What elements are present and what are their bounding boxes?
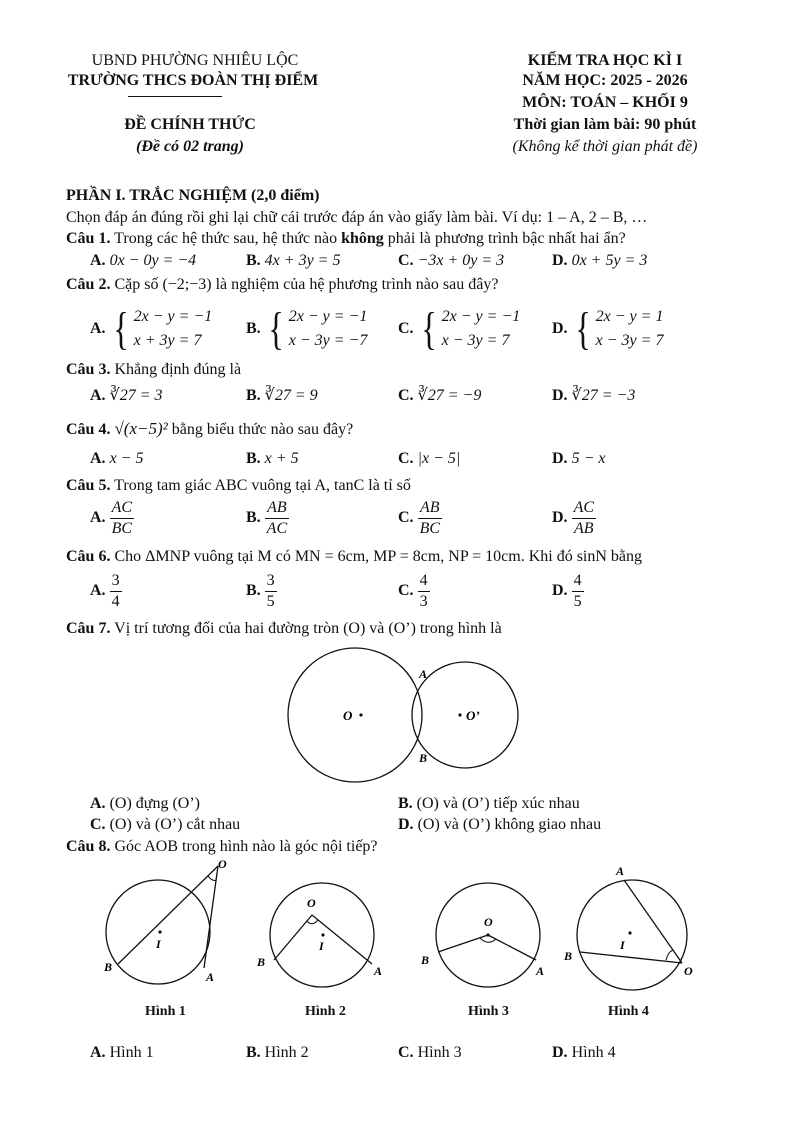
fig3-center-dot: [486, 933, 489, 936]
q1-option-d: D. 0x + 5y = 3: [552, 252, 648, 269]
fig3-label-b: B: [421, 953, 430, 967]
question-2: [66, 276, 498, 294]
school-name: TRƯỜNG THCS ĐOÀN THỊ ĐIỂM: [67, 72, 319, 89]
q4-option-b: B. x + 5: [246, 450, 299, 467]
figure-2: [252, 880, 392, 995]
fig3-label-o: O: [484, 915, 493, 929]
q2-option-d: D. { 2x − y = 1 x − 3y = 7: [552, 303, 664, 354]
label-o: O: [343, 708, 353, 723]
q7-option-c: C. (O) và (O’) cắt nhau: [90, 816, 241, 833]
fig4-angle-mark: [666, 950, 673, 960]
fig3-label-a: A: [536, 964, 545, 978]
part1-title: PHẦN I. TRẮC NGHIỆM (2,0 điểm): [66, 187, 320, 204]
fig4-circle: [577, 880, 687, 990]
q5-text: Trong tam giác ABC vuông tại A, tanC là tỉ số: [110, 477, 411, 494]
q1-option-a: A. 0x − 0y = −4: [90, 252, 197, 269]
fig2-ob: [274, 915, 312, 960]
label-o-prime: O’: [466, 708, 480, 723]
school-authority: UBND PHƯỜNG NHIÊU LỘC: [91, 52, 299, 69]
header-underline: [128, 96, 222, 97]
center-o-prime-dot: [458, 713, 461, 716]
question-8: [66, 838, 378, 856]
fig3-ob: [438, 935, 488, 952]
part1-instruction: Chọn đáp án đúng rồi ghi lại chữ cái trước đáp án vào giấy làm bài. Ví dụ: 1 – A, 2 – B, …: [66, 209, 648, 226]
q6-option-a: A. $\frac{3}{4}$: [90, 572, 120, 610]
label-a: A: [419, 667, 428, 681]
q3-option-c: C. ∛27 = −9: [398, 387, 482, 404]
q2-option-a: A. { 2x − y = −1 x + 3y = 7: [90, 303, 213, 354]
q8-option-a: A. Hình 1: [90, 1044, 154, 1061]
q8-option-c: C. Hình 3: [398, 1044, 462, 1061]
q1-option-c: C. −3x + 0y = 3: [398, 252, 505, 269]
fig4-oa: [624, 880, 682, 963]
question-5: [66, 477, 411, 495]
q5-option-b: B. $\frac{AB}{AC}$: [246, 499, 288, 537]
q2-label: Câu 2.: [66, 276, 111, 293]
fig4-caption: Hình 4: [608, 1004, 649, 1019]
q7-option-d: D. (O) và (O’) không giao nhau: [398, 816, 602, 833]
q7-figure: [280, 640, 530, 790]
q2-option-b: B. { 2x − y = −1 x − 3y = −7: [246, 303, 368, 354]
fig3-caption: Hình 3: [468, 1004, 509, 1019]
center-o-dot: [359, 713, 362, 716]
q1-emph: không: [341, 230, 384, 247]
q7-text: Vị trí tương đối của hai đường tròn (O) và (O’) trong hình là: [110, 620, 502, 637]
school-year: NĂM HỌC: 2025 - 2026: [522, 72, 688, 89]
question-3: [66, 361, 241, 379]
q7-label: Câu 7.: [66, 620, 111, 637]
q7-option-b: B. (O) và (O’) tiếp xúc nhau: [398, 795, 580, 812]
q6-option-d: D. $\frac{4}{5}$: [552, 572, 582, 610]
q3-option-d: D. ∛27 = −3: [552, 387, 636, 404]
question-7: [66, 620, 502, 638]
circle-o-prime: [412, 662, 518, 768]
q2-text: Cặp số (−2;−3) là nghiệm của hệ phương trình nào sau đây?: [110, 276, 499, 293]
q6-option-b: B. $\frac{3}{5}$: [246, 572, 275, 610]
q1-text: Trong các hệ thức sau, hệ thức nào: [110, 230, 342, 247]
fig1-angle-mark: [208, 876, 216, 881]
q8-label: Câu 8.: [66, 838, 111, 855]
fig2-angle-mark: [307, 920, 318, 924]
q1-option-b: B. 4x + 3y = 5: [246, 252, 341, 269]
fig1-label-a: A: [206, 970, 215, 984]
q3-option-a: A. ∛27 = 3: [90, 387, 163, 404]
question-4: [66, 419, 353, 439]
fig4-center-dot: [628, 931, 631, 934]
page-count: (Đề có 02 trang): [136, 138, 244, 155]
fig2-label-b: B: [257, 955, 266, 969]
circle-o: [288, 648, 422, 782]
figure-1: [96, 856, 236, 991]
q5-option-a: A. $\frac{AC}{BC}$: [90, 499, 133, 537]
subject: MÔN: TOÁN – KHỐI 9: [522, 94, 688, 111]
fig3-oa: [488, 935, 536, 960]
fig4-label-o: O: [684, 964, 693, 978]
fig1-label-b: B: [104, 960, 113, 974]
fig4-label-i: I: [620, 938, 625, 952]
fig4-label-a: A: [616, 864, 625, 878]
fig4-label-b: B: [564, 949, 573, 963]
fig2-label-a: A: [374, 964, 383, 978]
q8-option-b: B. Hình 2: [246, 1044, 309, 1061]
q1-label: Câu 1.: [66, 230, 111, 247]
fig2-label-i: I: [319, 939, 324, 953]
fig1-circle: [106, 880, 210, 984]
question-1: [66, 230, 626, 248]
fig1-label-o: O: [218, 857, 227, 871]
figure-3: [418, 880, 558, 995]
figure-4: [560, 860, 710, 995]
fig1-caption: Hình 1: [145, 1004, 186, 1019]
question-6: [66, 548, 642, 566]
q3-text: Khẳng định đúng là: [110, 361, 242, 378]
q3-option-b: B. ∛27 = 9: [246, 387, 318, 404]
fig2-label-o: O: [307, 896, 316, 910]
q4-expression: √(x−5)²: [114, 419, 168, 438]
q4-label: Câu 4.: [66, 421, 111, 438]
q4-text: bằng biểu thức nào sau đây?: [167, 421, 354, 438]
exam-duration: Thời gian làm bài: 90 phút: [513, 116, 697, 133]
q4-option-c: C. |x − 5|: [398, 450, 461, 467]
q3-label: Câu 3.: [66, 361, 111, 378]
fig2-center-dot: [321, 933, 324, 936]
fig1-label-i: I: [156, 937, 161, 951]
q5-label: Câu 5.: [66, 477, 111, 494]
q6-text: Cho ΔMNP vuông tại M có MN = 6cm, MP = 8cm, NP = 10cm. Khi đó sinN bằng: [110, 548, 643, 565]
q6-label: Câu 6.: [66, 548, 111, 565]
fig1-chord-oa: [204, 866, 218, 968]
q7-option-a: A. (O) đựng (O’): [90, 795, 200, 812]
q1-text-end: phải là phương trình bậc nhất hai ẩn?: [383, 230, 626, 247]
fig2-caption: Hình 2: [305, 1004, 346, 1019]
q2-option-c: C. { 2x − y = −1 x − 3y = 7: [398, 303, 521, 354]
fig1-center-dot: [158, 930, 161, 933]
q5-option-c: C. $\frac{AB}{BC}$: [398, 499, 441, 537]
duration-note: (Không kể thời gian phát đề): [512, 138, 698, 155]
q4-option-d: D. 5 − x: [552, 450, 606, 467]
label-b: B: [419, 751, 428, 765]
q8-option-d: D. Hình 4: [552, 1044, 616, 1061]
q8-text: Góc AOB trong hình nào là góc nội tiếp?: [110, 838, 378, 855]
official-label: ĐỀ CHÍNH THỨC: [124, 116, 256, 133]
q4-option-a: A. x − 5: [90, 450, 144, 467]
exam-title: KIỂM TRA HỌC KÌ I: [527, 52, 683, 69]
q6-option-c: C. $\frac{4}{3}$: [398, 572, 428, 610]
q5-option-d: D. $\frac{AC}{AB}$: [552, 499, 595, 537]
